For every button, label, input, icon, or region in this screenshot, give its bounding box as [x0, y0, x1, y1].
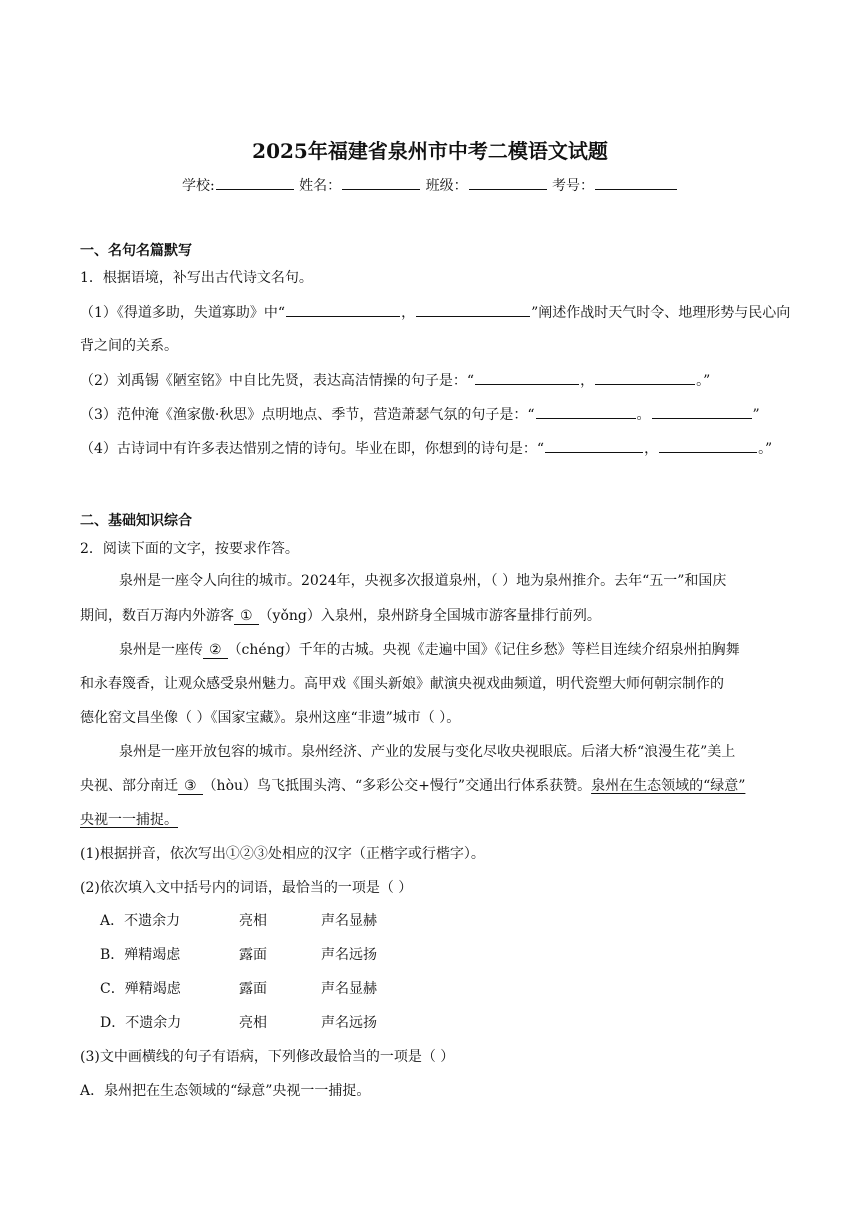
passage-p2-line3: 德化窑文昌坐像（ ）《国家宝藏》。泉州这座“非遗”城市（ ）。 — [80, 710, 461, 726]
school-field[interactable] — [216, 175, 294, 190]
pinyin-blank-3[interactable]: ③ — [178, 778, 203, 795]
name-label: 姓名： — [299, 178, 342, 194]
passage-p1-line2: 期间，数百万海内外游客 ① （yǒng）入泉州，泉州跻身全国城市游客量排行前列。 — [80, 608, 601, 624]
answer-blank[interactable] — [416, 302, 530, 317]
class-field[interactable] — [469, 175, 547, 190]
question-1-1-cont: 背之间的关系。 — [80, 338, 178, 354]
section-heading-2: 二、基础知识综合 — [80, 513, 192, 529]
class-label: 班级： — [425, 178, 468, 194]
sub-question-2: (2)依次填入文中括号内的词语，最恰当的一项是（ ） — [80, 880, 413, 896]
passage-p2-line1: 泉州是一座传 ② （chéng）千年的古城。央视《走遍中国》《记住乡愁》等栏目连续介绍泉州拍胸舞 — [119, 642, 740, 658]
answer-blank[interactable] — [595, 370, 695, 385]
section-heading-1: 一、名句名篇默写 — [80, 243, 192, 259]
answer-blank[interactable] — [659, 438, 757, 453]
underlined-sentence-cont: 央视一一捕捉。 — [80, 812, 178, 828]
page-title: 2025年福建省泉州市中考二模语文试题 — [252, 139, 608, 163]
question-1-4: （4）古诗词中有许多表达惜别之情的诗句。毕业在即，你想到的诗句是：“ ， 。” — [80, 438, 772, 459]
answer-blank[interactable] — [475, 370, 579, 385]
pinyin-blank-2[interactable]: ② — [203, 642, 228, 659]
sub-question-3-option-a[interactable]: A．泉州把在生态领域的“绿意”央视一一捕捉。 — [80, 1083, 371, 1099]
option-d[interactable]: D．不遗余力 亮相 声名远扬 — [100, 1015, 377, 1031]
sub-question-3: (3)文中画横线的句子有语病，下列修改最恰当的一项是（ ） — [80, 1049, 455, 1065]
question-1-2: （2）刘禹锡《陋室铭》中自比先贤，表达高洁情操的句子是：“ ， 。” — [80, 370, 710, 391]
passage-p3-line1: 泉州是一座开放包容的城市。泉州经济、产业的发展与变化尽收央视眼底。后渚大桥“浪漫生花”美上 — [119, 744, 736, 760]
passage-p1-line1: 泉州是一座令人向往的城市。2024年，央视多次报道泉州，（ ）地为泉州推介。去年“五一”和国庆 — [119, 573, 727, 589]
pinyin-blank-1[interactable]: ① — [234, 608, 259, 625]
answer-blank[interactable] — [536, 404, 636, 419]
name-field[interactable] — [342, 175, 420, 190]
option-b[interactable]: B．殚精竭虑 露面 声名远扬 — [100, 947, 377, 963]
question-1-3: （3）范仲淹《渔家傲·秋思》点明地点、季节，营造萧瑟气氛的句子是：“ 。 ” — [80, 404, 760, 425]
sub-question-1: (1)根据拼音，依次写出①②③处相应的汉字（正楷字或行楷字）。 — [80, 846, 485, 862]
underlined-sentence: 泉州在生态领域的“绿意” — [591, 778, 746, 794]
exam-no-label: 考号： — [552, 178, 595, 194]
answer-blank[interactable] — [652, 404, 752, 419]
question-2-stem: 2．阅读下面的文字，按要求作答。 — [80, 541, 299, 557]
question-1-1: （1）《得道多助，失道寡助》中“ ， ”阐述作战时天气时令、地理形势与民心向 — [80, 302, 790, 323]
passage-p2-line2: 和永春篾香，让观众感受泉州魅力。高甲戏《围头新娘》献演央视戏曲频道，明代瓷塑大师何朝宗制作的 — [80, 676, 724, 692]
answer-blank[interactable] — [286, 302, 400, 317]
passage-p3-line2: 央视、部分南迁 ③ （hòu）鸟飞抵围头湾、“多彩公交+慢行”交通出行体系获赞。泉州在生态领域的“绿意” — [80, 778, 746, 794]
exam-no-field[interactable] — [595, 175, 677, 190]
school-label: 学校: — [181, 178, 215, 194]
answer-blank[interactable] — [545, 438, 643, 453]
student-info-line — [0, 175, 860, 196]
option-a[interactable]: A．不遗余力 亮相 声名显赫 — [100, 913, 377, 929]
option-c[interactable]: C．殚精竭虑 露面 声名显赫 — [100, 981, 377, 997]
question-1-stem: 1．根据语境，补写出古代诗文名句。 — [80, 270, 313, 286]
